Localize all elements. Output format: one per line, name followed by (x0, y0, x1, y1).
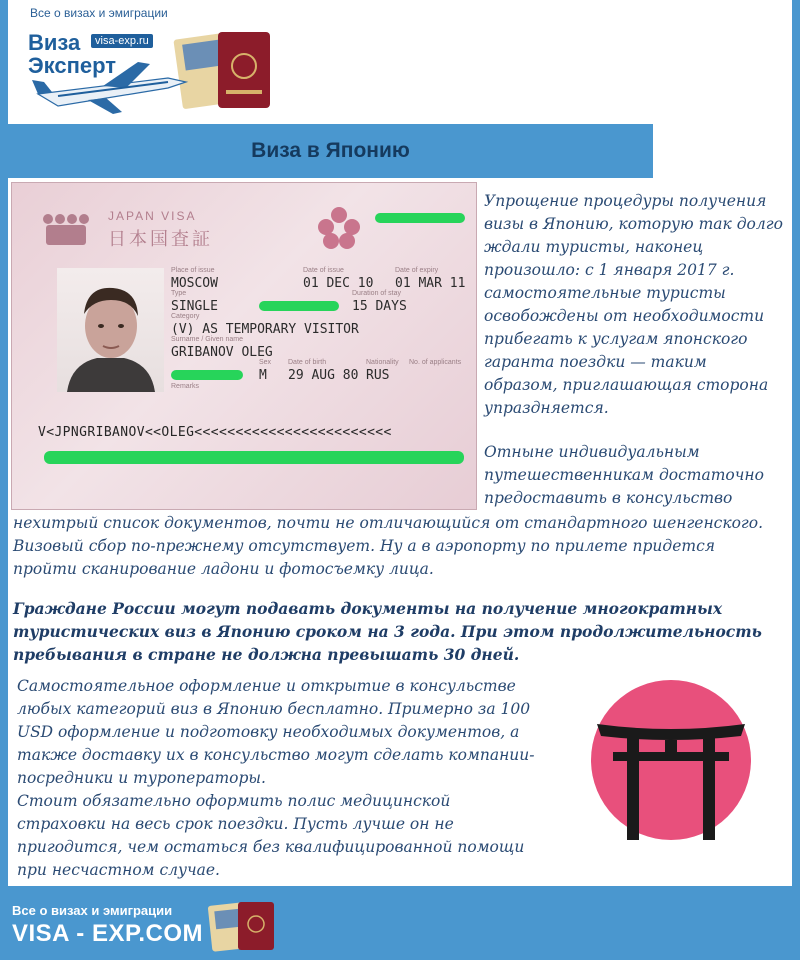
visa-duration: 15 DAYS (352, 299, 407, 314)
passport-icon (208, 900, 278, 952)
visa-sex: M (259, 368, 267, 383)
label-category: Category (171, 313, 200, 320)
imperial-emblem-icon (38, 209, 90, 249)
paragraph-1: Упрощение процедуры получения визы в Японию, которую так долго ждали туристы, наконец произошло: с 1 января 2017 г. самостоятельные туристы освобождены от необходимости прибегать к услугам японского гаранта поездки — таким образом, приглашающая сторона упраздняется. (484, 192, 783, 417)
visa-expiry-date: 01 MAR 11 (395, 276, 466, 291)
label-nationality: Nationality (366, 359, 399, 366)
label-place-of-issue: Place of issue (171, 267, 215, 274)
article-page (8, 0, 792, 886)
footer-tagline: Все о визах и эмиграции (12, 903, 173, 918)
site-tagline: Все о визах и эмиграции (30, 6, 168, 20)
redaction-mark (44, 451, 464, 464)
redaction-mark (259, 301, 339, 311)
visa-holder-name: GRIBANOV OLEG (171, 345, 273, 360)
label-applicants: No. of applicants (409, 359, 462, 366)
visa-header-en: JAPAN VISA (108, 209, 197, 223)
highlight-paragraph: Граждане России могут подавать документы на получение многократных туристических виз в Японию сроком на 3 года. При этом продолжительность пребывания в стране не должна превышать 30 дней. (13, 599, 762, 664)
visa-mrz-line: V<JPNGRIBANOV<<OLEG<<<<<<<<<<<<<<<<<<<<<<<< (38, 425, 392, 440)
paragraph-4: Самостоятельное оформление и открытие в консульстве любых категорий виз в Японию бесплатно. Примерно за 100 USD оформление и подготовку необходимых документов, а также доставку их в консульство могут сделать компании-посредники и туроператоры. (17, 677, 535, 787)
japan-visa-image (11, 182, 477, 510)
label-birth: Date of birth (288, 359, 327, 366)
paragraph-5: Стоит обязательно оформить полис медицинской страховки на весь срок поездки. Пусть лучше он не пригодится, чем остаться без квалифицированной помощи при несчастном случае. (17, 792, 525, 879)
paragraph-3: нехитрый список документов, почти не отличающийся от стандартного шенгенского. Визовый сбор по-прежнему отсутствует. Ну а в аэропорту по прилете придется пройти сканирование ладони и фотосъемку лица. (13, 514, 764, 578)
paragraph-2: Отныне индивидуальным путешественникам достаточно предоставить в консульство (484, 443, 764, 507)
logo-title-line2: Эксперт (28, 53, 117, 78)
passport-photo (57, 268, 164, 392)
redaction-mark (171, 370, 243, 380)
label-date-of-expiry: Date of expiry (395, 267, 439, 274)
visa-issue-date: 01 DEC 10 (303, 276, 374, 291)
label-remarks: Remarks (171, 383, 200, 390)
label-name: Surname / Given name (171, 336, 243, 343)
logo-title-line1: Виза (28, 30, 81, 55)
logo-url-badge: visa-exp.ru (91, 34, 153, 48)
redaction-mark (375, 213, 465, 223)
torii-gate-icon (591, 680, 751, 840)
label-duration: Duration of stay (352, 290, 402, 297)
label-sex: Sex (259, 359, 272, 366)
visa-birth: 29 AUG 80 (288, 368, 359, 383)
visa-place: MOSCOW (171, 276, 218, 291)
visa-category: (V) AS TEMPORARY VISITOR (171, 322, 359, 337)
label-type: Type (171, 290, 187, 297)
footer-site-link[interactable]: VISA - EXP.COM (12, 920, 204, 947)
visa-header-jp: 日本国査証 (108, 229, 213, 250)
visa-type: SINGLE (171, 299, 218, 314)
sakura-icon (314, 205, 364, 249)
visa-nationality: RUS (366, 368, 390, 383)
page-title: Виза в Японию (8, 124, 653, 178)
label-date-of-issue: Date of issue (303, 267, 344, 274)
